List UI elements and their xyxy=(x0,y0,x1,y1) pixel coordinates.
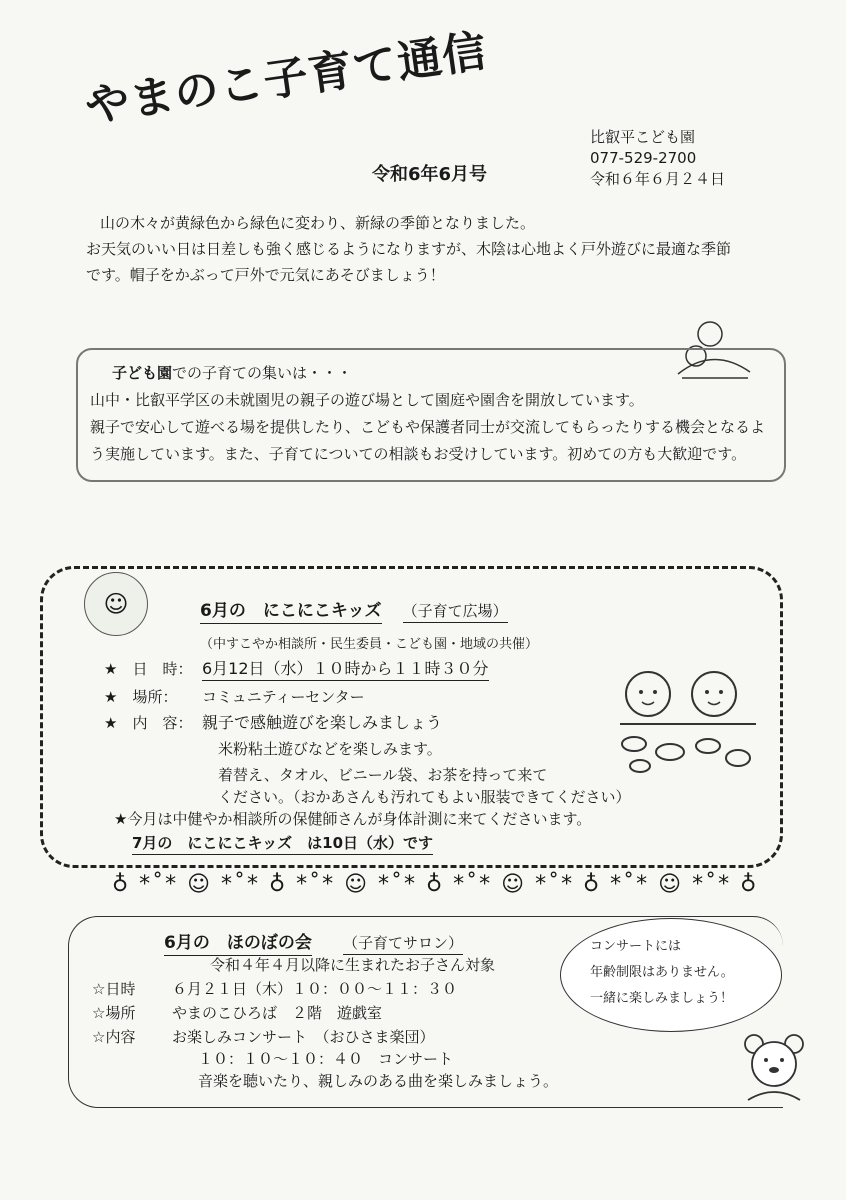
decorative-divider: ♁ *˚* ☺ *˚* ♁ *˚* ☺ *˚* ♁ *˚* ☺ *˚* ♁ *˚* ☺ *˚* ♁ xyxy=(112,872,759,897)
about-line: う実施しています。また、子育てについての相談もお受けしています。初めての方も大歓迎です。 xyxy=(90,445,747,463)
smiling-face-icon: ☺ xyxy=(84,572,148,636)
place-label: ★ 場所： xyxy=(104,688,178,706)
content-detail: 着替え、タオル、ビニール袋、お茶を持って来て xyxy=(218,766,548,784)
kids-clay-play-icon xyxy=(610,662,760,782)
about-line: 山中・比叡平学区の未就園児の親子の遊び場として園庭や園舎を開放しています。 xyxy=(90,391,644,409)
nikoniko-subtitle: （子育て広場） xyxy=(403,602,508,623)
date-value: ６月２１日（木）１０：００～１１：３０ xyxy=(172,980,458,998)
about-text xyxy=(90,360,780,468)
bubble-line: コンサートには xyxy=(590,939,682,954)
about-lead-bold: 子ども園 xyxy=(112,364,173,382)
nikoniko-cohost: （中すこやか相談所・民生委員・こども園・地域の共催） xyxy=(200,637,539,652)
date-value: 6月12日（水）１０時から１１時３０分 xyxy=(202,659,489,681)
teddy-bear-icon xyxy=(730,1030,820,1110)
newsletter-title: やまのこ子育て通信 xyxy=(82,25,491,133)
org-phone: 077-529-2700 xyxy=(590,149,697,167)
intro-line: お天気のいい日は日差しも強く感じるようになりますが、木陰は心地よく戸外遊びに最適な季節 xyxy=(86,240,732,258)
honobono-place-row xyxy=(92,1000,382,1026)
honobono-subtitle: （子育てサロン） xyxy=(343,934,463,955)
honobono-title: 6月の ほのぼの会 xyxy=(164,933,312,956)
content-detail: ください。（おかあさんも汚れてもよい服装できてください） xyxy=(218,788,631,806)
place-value: コミュニティーセンター xyxy=(202,688,365,706)
intro-line: です。帽子をかぶって戸外で元気にあそびましょう！ xyxy=(86,266,445,284)
nikoniko-note: ★今月は中健やか相談所の保健師さんが身体計測に来てくださいます。 xyxy=(114,810,592,828)
honobono-target: 令和４年４月以降に生まれたお子さん対象 xyxy=(210,956,496,974)
intro-paragraph xyxy=(86,210,786,288)
next-session: 7月の にこにこキッズ は10日（水）です xyxy=(132,834,433,855)
bubble-line: 年齢制限はありません。 xyxy=(590,965,734,980)
place-label: ☆場所 xyxy=(92,1004,136,1022)
issue-label: 令和6年6月号 xyxy=(372,164,488,185)
nikoniko-place-row xyxy=(104,684,365,710)
honobono-date-row xyxy=(92,976,457,1002)
org-info xyxy=(590,127,725,190)
content-value: 親子で感触遊びを楽しみましょう xyxy=(202,713,443,732)
concert-time: １０：１０～１０：４０ コンサート xyxy=(198,1050,454,1068)
nikoniko-date-row xyxy=(104,656,489,682)
nikoniko-next xyxy=(132,830,433,856)
content-label: ☆内容 xyxy=(92,1028,136,1046)
content-detail: 米粉粘土遊びなどを楽しみます。 xyxy=(218,740,442,758)
content-label: ★ 内 容： xyxy=(104,714,193,732)
nikoniko-heading xyxy=(200,596,508,624)
date-label: ☆日時 xyxy=(92,980,136,998)
nikoniko-content-row xyxy=(104,710,442,736)
about-line: 親子で安心して遊べる場を提供したり、こどもや保護者同士が交流してもらったりする機会となるよ xyxy=(90,418,766,436)
about-lead-rest: での子育ての集いは・・・ xyxy=(172,364,353,382)
publish-date: 令和６年６月２４日 xyxy=(590,170,726,188)
org-name: 比叡平こども園 xyxy=(590,128,696,146)
honobono-closing: 音楽を聴いたり、親しみのある曲を楽しみましょう。 xyxy=(198,1072,559,1090)
nikoniko-title: 6月の にこにこキッズ xyxy=(200,601,382,624)
place-value: やまのこひろば ２階 遊戯室 xyxy=(172,1004,383,1022)
date-label: ★ 日 時： xyxy=(104,660,193,678)
bubble-line: 一緒に楽しみましょう！ xyxy=(590,991,734,1006)
content-value: お楽しみコンサート （おひさま楽団） xyxy=(172,1028,435,1046)
intro-line: 山の木々が黄緑色から緑色に変わり、新緑の季節となりました。 xyxy=(100,214,536,232)
bubble-text xyxy=(590,934,734,1012)
